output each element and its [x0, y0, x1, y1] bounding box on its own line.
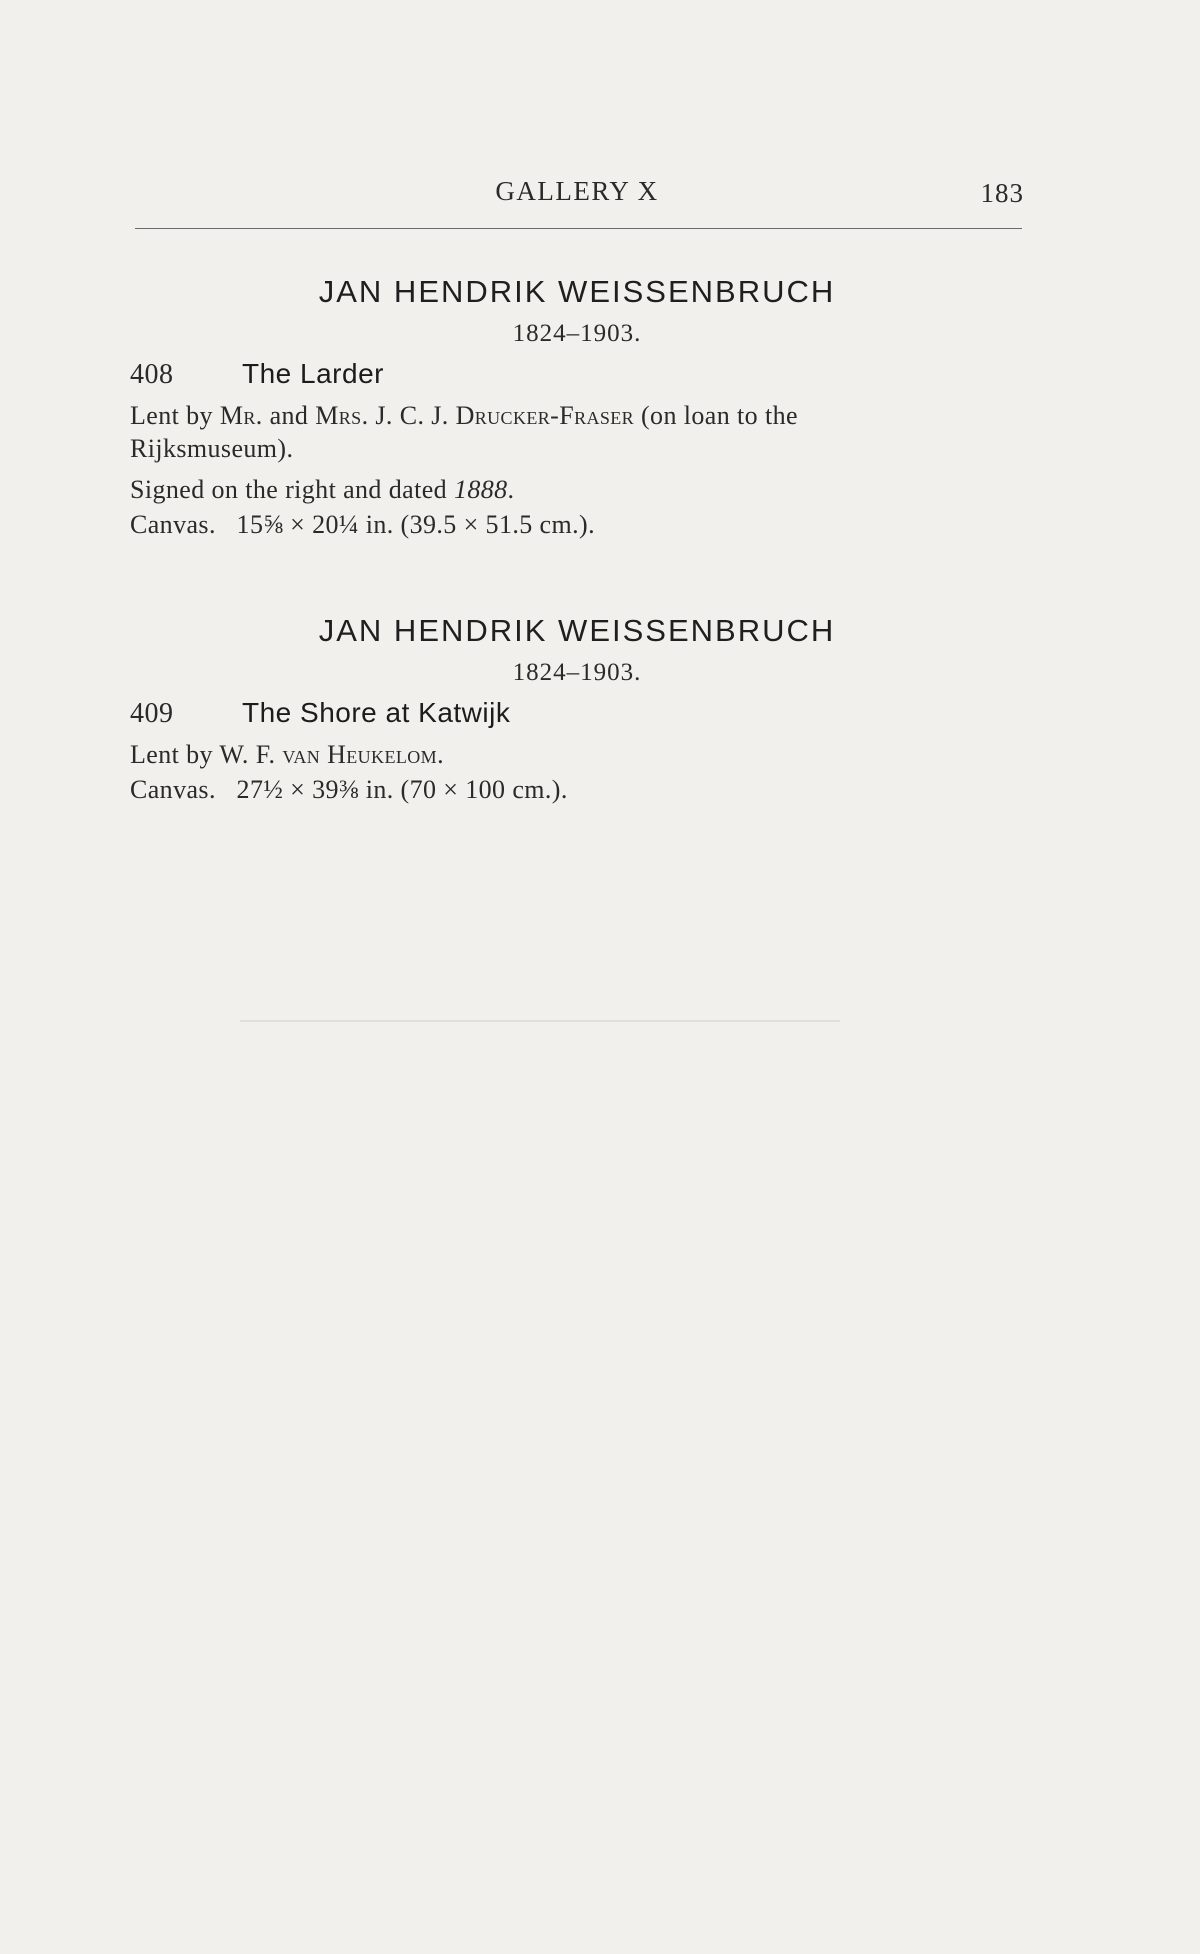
- lender-title-2: Mrs.: [315, 401, 369, 430]
- lender-prefix: Lent by W. F.: [130, 740, 283, 769]
- work-heading: [130, 358, 1024, 391]
- artist-dates: 1824–1903.: [512, 659, 642, 686]
- lender-name: Drucker-Fraser: [455, 401, 635, 430]
- lender-name: van Heukelom: [282, 740, 438, 769]
- lender-line: [130, 399, 1024, 432]
- lender-end: .: [437, 740, 444, 769]
- lender-note: (on loan to the: [634, 401, 798, 430]
- medium-dimensions: Canvas. 27½ × 39⅜ in. (70 × 100 cm.).: [130, 775, 568, 804]
- work-heading: [130, 697, 1024, 730]
- lender-prefix: Lent by: [130, 401, 220, 430]
- catalogue-entry-409: [130, 613, 1024, 806]
- medium-dimensions: Canvas. 15⅝ × 20¼ in. (39.5 × 51.5 cm.).: [130, 510, 595, 539]
- artist-name: JAN HENDRIK WEISSENBRUCH: [318, 274, 836, 309]
- catalogue-number: 409: [130, 698, 174, 729]
- catalogue-entry-408: [130, 274, 1024, 541]
- signature-note: [130, 473, 1024, 506]
- catalogue-number: 408: [130, 359, 174, 390]
- running-title: GALLERY X: [495, 176, 659, 206]
- running-head: [130, 172, 1024, 212]
- lender-initials: J. C. J.: [368, 401, 456, 430]
- signature-date: 1888: [453, 475, 508, 504]
- page-number: 183: [980, 178, 1024, 208]
- lender-line-continued: Rijksmuseum).: [130, 434, 294, 463]
- artist-name: JAN HENDRIK WEISSENBRUCH: [318, 613, 836, 648]
- work-title: The Shore at Katwijk: [242, 697, 511, 728]
- header-rule: [135, 228, 1022, 229]
- lender-conjunction: and: [262, 401, 316, 430]
- signature-text: Signed on the right and dated: [130, 475, 454, 504]
- lender-title: Mr.: [219, 401, 263, 430]
- artist-dates: 1824–1903.: [512, 320, 642, 347]
- work-title: The Larder: [242, 358, 384, 389]
- lender-line: [130, 738, 1024, 771]
- signature-end: .: [507, 475, 515, 504]
